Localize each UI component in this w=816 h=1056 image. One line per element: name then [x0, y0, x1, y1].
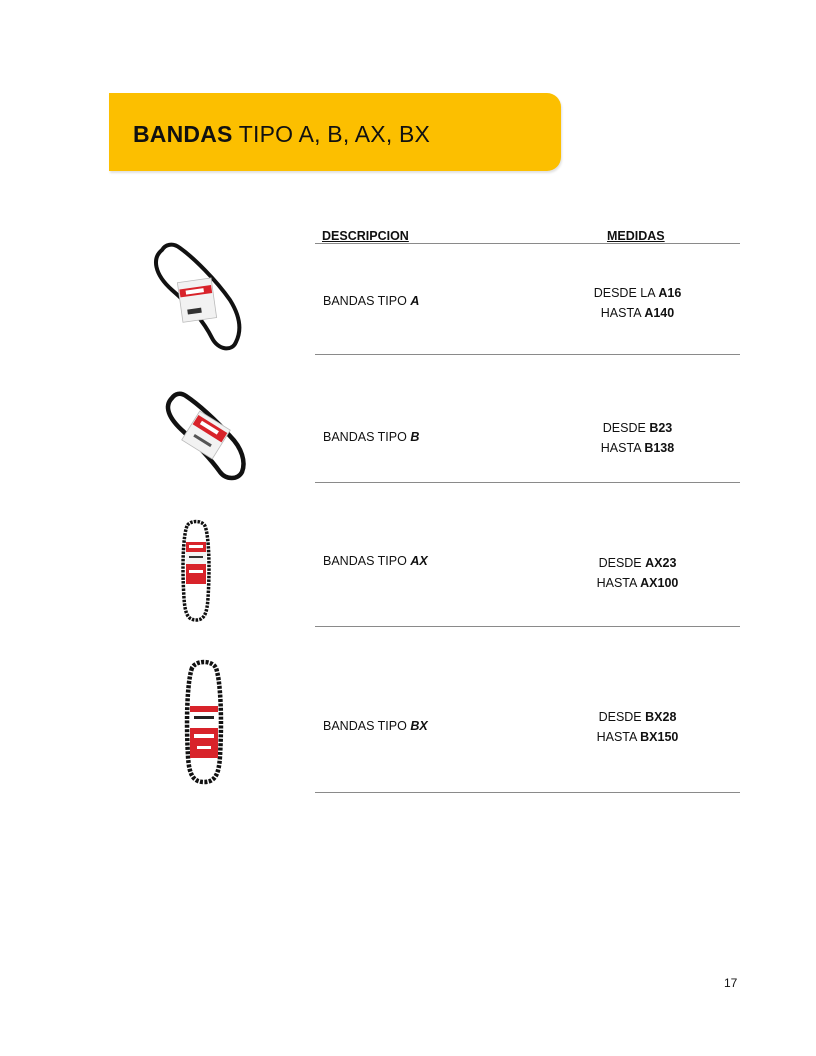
title-banner: [109, 93, 561, 171]
measures-ax: [540, 553, 735, 593]
column-header-description: DESCRIPCION: [322, 229, 409, 243]
description-ax: BANDAS TIPO AX: [323, 554, 428, 568]
title-bold: BANDAS: [133, 121, 233, 147]
belt-b-icon: [162, 388, 250, 482]
title-rest: TIPO A, B, AX, BX: [238, 121, 431, 147]
row-divider: [315, 354, 740, 355]
page-number: 17: [724, 976, 738, 990]
to-line: HASTA A140: [600, 306, 675, 320]
belt-a-icon: [150, 238, 250, 356]
to-line: HASTA AX100: [596, 576, 679, 590]
row-divider: [315, 626, 740, 627]
to-line: HASTA BX150: [596, 730, 679, 744]
from-line: DESDE AX23: [598, 556, 677, 570]
measures-a: [540, 283, 735, 323]
row-divider: [315, 482, 740, 483]
to-line: HASTA B138: [600, 441, 675, 455]
column-header-measures: MEDIDAS: [607, 229, 665, 243]
page-title: [133, 121, 430, 148]
measures-b: [540, 418, 735, 458]
belt-bx-icon: [182, 658, 226, 786]
row-divider: [315, 792, 740, 793]
from-line: DESDE B23: [602, 421, 673, 435]
from-line: DESDE BX28: [598, 710, 677, 724]
description-b: BANDAS TIPO B: [323, 430, 420, 444]
belt-ax-icon: [178, 518, 214, 624]
table-header-rule: [315, 243, 740, 244]
description-a: BANDAS TIPO A: [323, 294, 420, 308]
measures-bx: [540, 707, 735, 747]
description-bx: BANDAS TIPO BX: [323, 719, 428, 733]
from-line: DESDE LA A16: [593, 286, 682, 300]
